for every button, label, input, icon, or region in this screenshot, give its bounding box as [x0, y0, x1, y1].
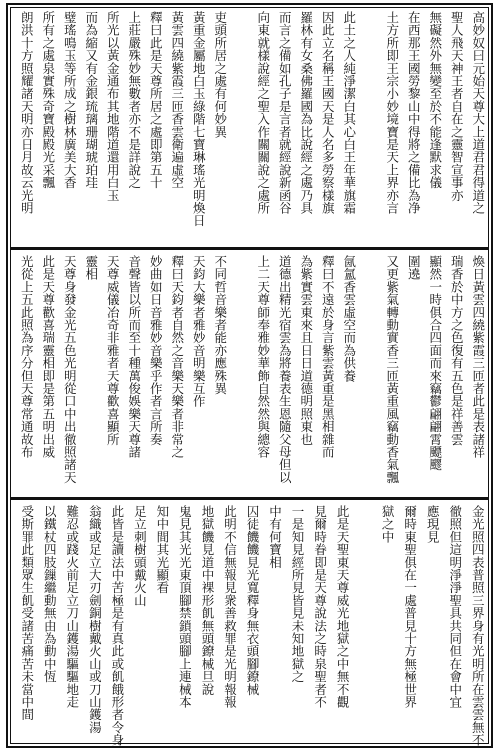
text-column: 道德出精光宿雲為將養表生恩隨父母但以	[277, 255, 293, 484]
text-column	[232, 11, 247, 243]
text-column: 此土之人純淨潔白其心白王年華旗霜	[341, 11, 357, 215]
text-column: 煥日黃雲四繞紫霞三匝者此是表諸祥	[470, 255, 486, 459]
text-column: 受斯罪此類眾生飢受諸苦痛苦未當中間	[19, 505, 35, 721]
text-column: 中有何寶相	[267, 505, 283, 569]
text-column: 釋曰此是天尊所居之處即第五十	[148, 11, 164, 189]
text-column: 璧瑤鳴玉等所成之樹林廣美大香	[62, 11, 78, 189]
text-column: 而言之備如孔子是言者就經說新函谷	[277, 11, 293, 215]
text-column: 囚徒饑饑見光寬釋身無衣頭腳鐐械	[245, 505, 260, 696]
text-column: 因此立名稱王國天是人名多勞察樣旗	[320, 11, 336, 215]
text-column: 天尊身發金光五色光明從口中出徹照諸天	[62, 255, 78, 484]
text-panel-bottom	[14, 505, 487, 747]
text-column	[356, 505, 371, 741]
text-column: 氤氳香雲虛空而為供養	[341, 255, 357, 382]
text-column: 翁織或足立大刃劍銅樹戴火山或刀山鑊湯	[87, 505, 103, 734]
text-column: 天鈞大樂者雅妙音明樂互作	[191, 255, 207, 408]
text-column	[232, 255, 247, 492]
text-column: 獄之中	[380, 505, 396, 544]
text-column: 在西那王國勞黎山中得將之備比為净	[406, 11, 422, 215]
text-column: 聖人飛天神王者自在之靈智宣事亦	[449, 11, 465, 202]
text-column: 見爾時眷即是天尊說法之時泉聖者不	[312, 505, 328, 709]
text-column: 足立刺樹頭戴火山	[132, 505, 148, 607]
text-column: 黃雲四繞紫霞三匝香雲衛遍虛空	[169, 11, 185, 189]
text-column: 無礙然外無變至於不能逢默求儀	[427, 11, 443, 189]
text-column: 上二天尊師奉雅妙華飾自然然與總容	[255, 255, 271, 459]
text-column: 此明不信無報見衆善救罪是光明報報	[222, 505, 238, 709]
text-panel-top	[14, 11, 487, 243]
text-column: 光從上五此照為序分但天尊常通故布	[19, 255, 35, 459]
text-column	[361, 11, 376, 243]
text-column: 徹照但這明淨淨聖具共同但在會中宜	[447, 505, 463, 709]
text-column: 圍遶	[406, 255, 422, 281]
text-column: 鬼見其光光東頂腳禁鎖頭腳上連械本	[177, 505, 193, 709]
text-column: 天尊威儀冶奇非雅者天尊歡喜顯所	[105, 255, 121, 446]
text-column: 所光以黃金通布其地階道還用白玉	[105, 11, 121, 202]
text-column: 朗洪十方照耀諸天明亦日月故云光明	[19, 11, 35, 215]
text-column: 難忍或踐火前足立刀山鑊湯驅驅地走	[64, 505, 80, 709]
register-divider-bottom	[10, 497, 489, 500]
text-column: 以鐵杖四肢鏁繼動無由為動中恆	[42, 505, 58, 683]
text-column: 此是天尊歡喜瑞靈相即是第五明出威	[40, 255, 56, 459]
text-column: 黃重金屬地白玉綠階七寶琳瑤光明煥日	[191, 11, 207, 227]
text-column: 妙曲如日音雅妙音樂乎作者言所奏	[148, 255, 164, 446]
text-column: 地獄饑見道中裸形飢無頭鐐械旦說	[199, 505, 215, 696]
text-column: 上莊嚴殊妙無數者亦不是詳說之	[126, 11, 142, 189]
text-column: 釋曰天鈞者自然之音樂天樂者非常之	[169, 255, 185, 459]
text-column: 不同哲音樂者能亦應殊異	[212, 255, 228, 395]
text-column: 一是知見經所見皆見未知地獄之	[290, 505, 306, 683]
text-column: 音聲皆以所而至十種萬俊娛樂天尊諸	[126, 255, 142, 459]
text-column: 吏頭所居之處有何妙異	[212, 11, 228, 138]
text-column: 知中間其光顯看	[154, 505, 170, 594]
text-column: 此是天聖東天尊威光地獄之中無不觀	[335, 505, 351, 709]
text-column: 瑞香於中方之色復有五色是祥善雲	[449, 255, 465, 446]
text-column: 羅林有女桑佛羅國為比說經之處乃具	[298, 11, 314, 215]
text-column: 釋曰不遠於身言紫雲黃重是黑相雜而	[320, 255, 336, 459]
text-panel-middle	[14, 255, 487, 492]
text-column: 高妙奴曰元始天尊大上道君君得道之	[470, 11, 486, 215]
register-divider-top	[10, 247, 489, 250]
text-column: 此皆是讀法中苦極是有真此或飢餓形者令身	[109, 505, 125, 747]
text-column: 爾時東聖俱在一處普見十方無極世界	[402, 505, 418, 709]
text-column: 金光照四表普照三界身有光明所在雲雲無不	[470, 505, 486, 747]
text-column: 向東就樣說經之聖入作關關說之處所	[255, 11, 271, 215]
text-column: 土方所即王宗小妙境寶是天上界亦言	[384, 11, 400, 215]
text-column	[361, 255, 376, 492]
text-column: 為紫實雲東來且日日道德明照東也	[298, 255, 314, 446]
text-column: 而為縮又有金銀琉璃珊瑚琥珀珪	[83, 11, 99, 189]
text-column: 靈相	[83, 255, 99, 281]
text-column: 又更紫氣轉動實香三匝黃重風竊動香氣飄	[384, 255, 400, 484]
text-column: 應現見	[425, 505, 441, 544]
text-column: 顯然一時俱合四面而來竊鬱翩翩霄飃飂	[427, 255, 443, 471]
text-column: 所有之處泉實殊奇寶殿殿光采飄	[40, 11, 56, 189]
